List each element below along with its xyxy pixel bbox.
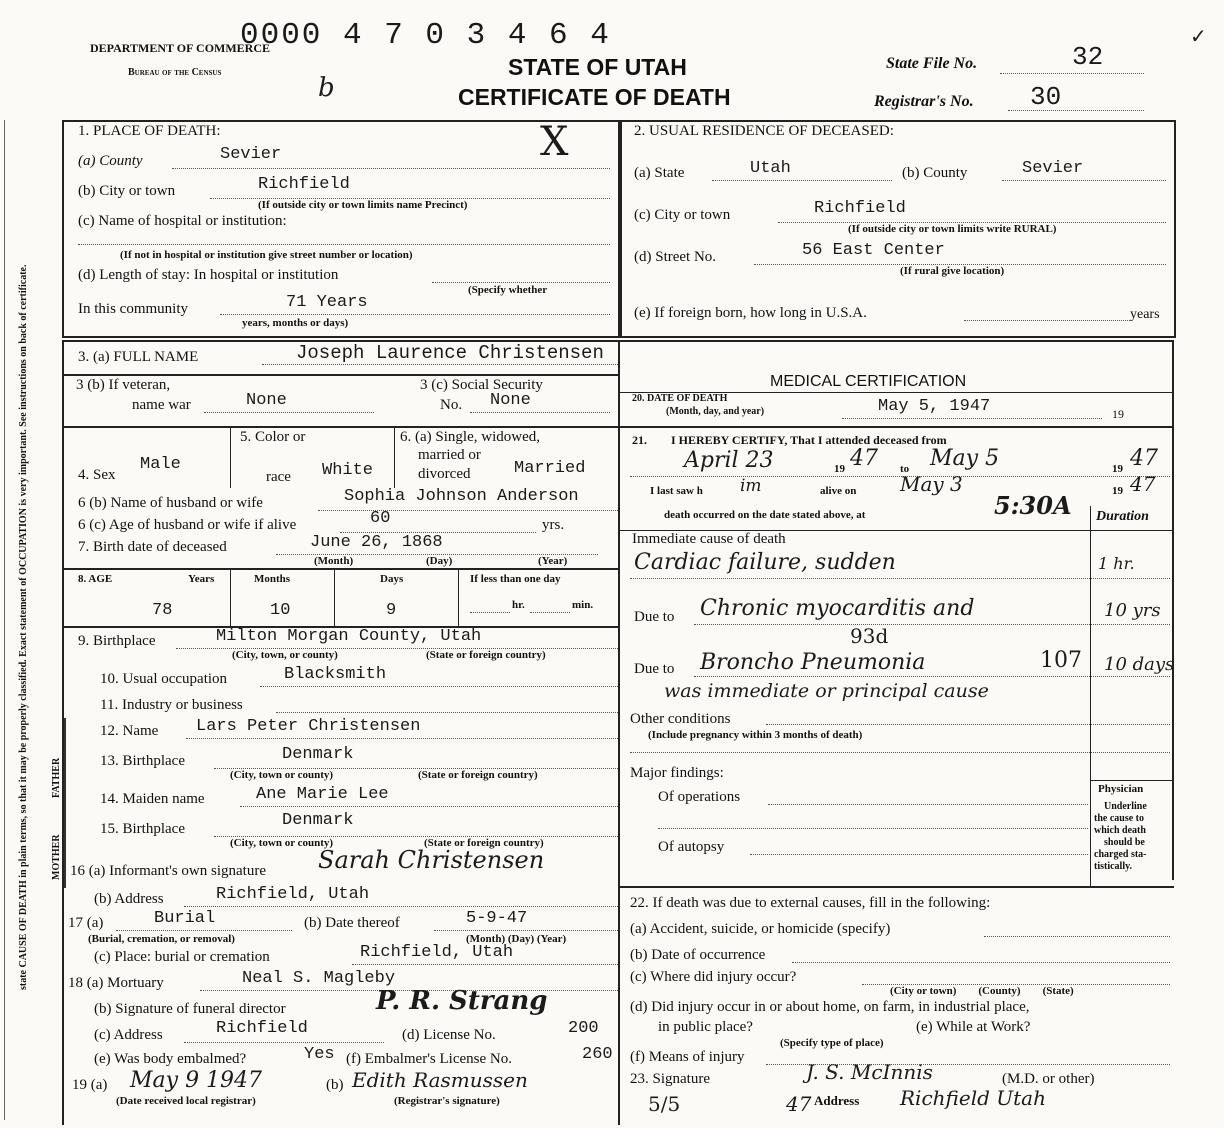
- father-name: Lars Peter Christensen: [196, 717, 421, 736]
- res-city-label: (c) City or town: [634, 207, 731, 223]
- last-saw-pronoun: im: [740, 476, 762, 496]
- external-d2: in public place?: [658, 1019, 753, 1035]
- other-conditions-label: Other conditions: [630, 711, 731, 727]
- md-label: (M.D. or other): [1002, 1071, 1095, 1087]
- margin-instructions: state CAUSE OF DEATH in plain terms, so that it may be properly classified. Exact statement of OCCUPATION is very important. See instructions on back of certificate.: [18, 264, 29, 990]
- attended-to: May 5: [930, 446, 1000, 471]
- place-heading: 1. PLACE OF DEATH:: [78, 123, 221, 139]
- funeral-director-signature: P. R. Strang: [376, 986, 548, 1016]
- signature-date: 5/5: [648, 1092, 681, 1116]
- mother-maiden-name: Ane Marie Lee: [256, 785, 389, 804]
- physician-note-4: should be: [1104, 837, 1145, 848]
- due-to-2-label: Due to: [634, 661, 675, 677]
- res-street: 56 East Center: [802, 241, 945, 260]
- medical-heading: MEDICAL CERTIFICATION: [770, 373, 967, 390]
- physician-note-1: Underline: [1104, 801, 1147, 812]
- from-year: 47: [850, 446, 878, 471]
- embalmed: Yes: [304, 1045, 335, 1064]
- ss-label: 3 (c) Social Security: [420, 377, 543, 393]
- day-note: (Day): [426, 555, 453, 567]
- marital-status: Married: [514, 459, 586, 478]
- burial-date: 5-9-47: [466, 909, 528, 928]
- registrar-number: 30: [1030, 82, 1062, 112]
- mother-bp-label: 15. Birthplace: [100, 821, 185, 837]
- burial-label: 17 (a): [68, 915, 104, 931]
- months-header: Months: [254, 573, 291, 585]
- license-number: 200: [568, 1019, 599, 1038]
- hospital-note: (If not in hospital or institution give street number or location): [120, 249, 413, 261]
- min-label: min.: [572, 599, 594, 611]
- community-label: In this community: [78, 301, 188, 317]
- due-to-2-duration: 10 days: [1104, 654, 1175, 675]
- burial-place: Richfield, Utah: [360, 943, 514, 962]
- specify-note: (Specify whether: [468, 284, 548, 296]
- father-bp-label: 13. Birthplace: [100, 753, 185, 769]
- death-year-blank: 19: [1112, 407, 1124, 421]
- registrar-sig-label: (b): [326, 1077, 344, 1093]
- birthplace: Milton Morgan County, Utah: [216, 627, 482, 646]
- father-bp-state-note: (State or foreign country): [418, 769, 538, 781]
- res-county-label: (b) County: [902, 165, 968, 181]
- res-state: Utah: [750, 159, 791, 178]
- mortuary: Neal S. Magleby: [242, 969, 396, 988]
- physician-note-3: which death: [1094, 825, 1146, 836]
- foreign-label: (e) If foreign born, how long in U.S.A.: [634, 305, 867, 321]
- due-to-2-code: 107: [1040, 648, 1082, 673]
- birth-date-label: 7. Birth date of deceased: [78, 539, 227, 555]
- spouse-name: Sophia Johnson Anderson: [344, 487, 579, 506]
- certify-text: 21. I HEREBY CERTIFY, That I attended deceased from: [632, 433, 947, 447]
- full-name: Joseph Laurence Christensen: [296, 342, 604, 364]
- death-date-note: (Month, day, and year): [666, 406, 765, 417]
- physician-note-6: tistically.: [1094, 861, 1133, 872]
- father-bp-city-note: (City, town or county): [230, 769, 334, 781]
- external-d-note: (Specify type of place): [780, 1037, 884, 1049]
- signature-label: 23. Signature: [630, 1071, 710, 1087]
- state-file-number: 32: [1072, 42, 1104, 72]
- external-e: (e) While at Work?: [916, 1019, 1031, 1035]
- father-birthplace: Denmark: [282, 745, 354, 764]
- external-c-note: (City or town) (County) (State): [890, 985, 1074, 997]
- director-address: Richfield: [216, 1019, 308, 1038]
- hr-label: hr.: [512, 599, 525, 611]
- mortuary-label: 18 (a) Mortuary: [68, 975, 164, 991]
- mother-bp-state-note: (State or foreign country): [424, 837, 544, 849]
- spouse-label: 6 (b) Name of husband or wife: [78, 495, 263, 511]
- sig-address-label: Address: [814, 1093, 860, 1108]
- physician-note-5: charged sta-: [1094, 849, 1147, 860]
- external-f: (f) Means of injury: [630, 1049, 745, 1065]
- res-county: Sevier: [1022, 159, 1084, 178]
- certificate-serial: 0000 4 7 0 3 4 6 4: [240, 18, 611, 53]
- marital-label-2: married or: [418, 447, 481, 463]
- place-city: Richfield: [258, 175, 350, 194]
- social-security: None: [490, 391, 531, 410]
- informant-signature: Sarah Christensen: [318, 846, 545, 874]
- director-address-label: (c) Address: [94, 1027, 163, 1043]
- to-19: 19: [1112, 463, 1123, 475]
- occupation: Blacksmith: [284, 665, 387, 684]
- department-label: DEPARTMENT OF COMMERCE: [90, 41, 271, 55]
- immediate-cause-label: Immediate cause of death: [632, 531, 786, 547]
- res-city: Richfield: [814, 199, 906, 218]
- embalmer-license: 260: [582, 1045, 613, 1064]
- external-c: (c) Where did injury occur?: [630, 969, 797, 985]
- less-than-day: If less than one day: [470, 573, 561, 585]
- x-mark: X: [540, 119, 569, 165]
- mother-bp-city-note: (City, town or county): [230, 837, 334, 849]
- physician-signature: J. S. McInnis: [806, 1060, 933, 1084]
- death-date: May 5, 1947: [878, 397, 991, 416]
- sex-label: 4. Sex: [78, 467, 116, 483]
- external-a: (a) Accident, suicide, or homicide (specify): [630, 921, 891, 937]
- state-title: STATE OF UTAH: [508, 54, 687, 80]
- veteran-war: None: [246, 391, 287, 410]
- month-note: (Month): [314, 555, 354, 567]
- community-note: years, months or days): [242, 317, 349, 329]
- marital-label-3: divorced: [418, 466, 471, 482]
- burial-place-label: (c) Place: burial or cremation: [94, 949, 270, 965]
- burial-type: Burial: [154, 909, 216, 928]
- autopsy-label: Of autopsy: [658, 839, 725, 855]
- other-conditions-note: (Include pregnancy within 3 months of death): [648, 729, 863, 741]
- sex: Male: [140, 455, 181, 474]
- certificate-title: CERTIFICATE OF DEATH: [458, 84, 731, 110]
- from-19: 19: [834, 463, 845, 475]
- mother-side-label: MOTHER: [51, 834, 62, 880]
- received-date: May 9 1947: [130, 1068, 263, 1093]
- full-name-label: 3. (a) FULL NAME: [78, 349, 199, 365]
- spouse-age: 60: [370, 509, 391, 528]
- major-findings-label: Major findings:: [630, 765, 724, 781]
- hospital-label: (c) Name of hospital or institution:: [78, 213, 287, 229]
- year-note: (Year): [538, 555, 568, 567]
- physician-note-0: Physician: [1098, 783, 1144, 795]
- check-mark: ✓: [1190, 24, 1207, 48]
- due-to-1: Chronic myocarditis and: [700, 596, 975, 621]
- due-to-1-code: 93d: [850, 624, 889, 648]
- external-heading: 22. If death was due to external causes, fill in the following:: [630, 895, 991, 911]
- received-label: 19 (a): [72, 1077, 108, 1093]
- to-label: to: [900, 463, 910, 475]
- embalmed-label: (e) Was body embalmed?: [94, 1051, 247, 1067]
- to-year: 47: [1130, 446, 1158, 471]
- yrs-label: yrs.: [542, 517, 565, 533]
- res-street-label: (d) Street No.: [634, 249, 717, 265]
- external-d: (d) Did injury occur in or about home, on farm, in industrial place,: [630, 999, 1030, 1015]
- county-label: (a) County: [78, 153, 143, 169]
- burial-date-label: (b) Date thereof: [304, 915, 400, 931]
- spouse-age-label: 6 (c) Age of husband or wife if alive: [78, 517, 297, 533]
- res-city-note: (If outside city or town limits write RURAL): [848, 223, 1057, 235]
- external-b: (b) Date of occurrence: [630, 947, 766, 963]
- alive-on-label: alive on: [820, 485, 857, 497]
- signature-year: 47: [786, 1092, 812, 1116]
- state-file-label: State File No.: [886, 55, 978, 72]
- father-side-label: FATHER: [51, 757, 62, 798]
- due-to-1-duration: 10 yrs: [1104, 600, 1161, 621]
- race-label: race: [266, 469, 291, 485]
- stay-label: (d) Length of stay: In hospital or institution: [78, 267, 339, 283]
- birth-date: June 26, 1868: [310, 533, 443, 552]
- burial-date-note: (Month) (Day) (Year): [466, 933, 567, 945]
- received-note: (Date received local registrar): [116, 1095, 256, 1107]
- license-label: (d) License No.: [402, 1027, 496, 1043]
- informant-address: Richfield, Utah: [216, 885, 370, 904]
- mother-name-label: 14. Maiden name: [100, 791, 205, 807]
- duration-header: Duration: [1096, 509, 1149, 524]
- physician-note-2: the cause to: [1094, 813, 1144, 824]
- res-state-label: (a) State: [634, 165, 685, 181]
- registrar-note: (Registrar's signature): [394, 1095, 500, 1107]
- mother-birthplace: Denmark: [282, 811, 354, 830]
- age-days: 9: [386, 601, 397, 620]
- city-label: (b) City or town: [78, 183, 176, 199]
- age-years: 78: [152, 601, 173, 620]
- alive-date: May 3: [900, 472, 963, 496]
- alive-19: 19: [1112, 485, 1123, 497]
- registrar-signature: Edith Rasmussen: [352, 1068, 528, 1092]
- res-street-note: (If rural give location): [900, 265, 1005, 277]
- ss-label-2: No.: [440, 397, 463, 413]
- attended-from: April 23: [684, 448, 774, 473]
- informant-address-label: (b) Address: [94, 891, 164, 907]
- days-header: Days: [380, 573, 404, 585]
- father-name-label: 12. Name: [100, 723, 159, 739]
- bp-city-note: (City, town, or county): [232, 649, 338, 661]
- age-months: 10: [270, 601, 291, 620]
- physician-address: Richfield Utah: [900, 1086, 1046, 1110]
- veteran-label-2: name war: [132, 397, 191, 413]
- immediate-cause: Cardiac failure, sudden: [634, 550, 896, 575]
- place-county: Sevier: [220, 145, 282, 164]
- bp-state-note: (State or foreign country): [426, 649, 546, 661]
- occupation-label: 10. Usual occupation: [100, 671, 228, 687]
- color-label: 5. Color or: [240, 429, 306, 445]
- alive-year: 47: [1130, 472, 1156, 496]
- race: White: [322, 461, 374, 480]
- place-city-note: (If outside city or town limits name Precinct): [258, 199, 468, 211]
- years-header: Years: [188, 573, 215, 585]
- operations-label: Of operations: [658, 789, 741, 805]
- embalmer-license-label: (f) Embalmer's License No.: [346, 1051, 512, 1067]
- last-saw-label: I last saw h: [650, 485, 703, 497]
- marital-label-1: 6. (a) Single, widowed,: [400, 429, 540, 445]
- margin-stamp: b: [318, 73, 335, 103]
- residence-heading: 2. USUAL RESIDENCE OF DECEASED:: [634, 123, 894, 139]
- due-to-2-note: was immediate or principal cause: [664, 680, 989, 702]
- informant-sig-label: 16 (a) Informant's own signature: [70, 863, 266, 879]
- age-label: 8. AGE: [78, 573, 113, 585]
- industry-label: 11. Industry or business: [100, 697, 243, 713]
- due-to-2: Broncho Pneumonia: [700, 650, 926, 675]
- veteran-label: 3 (b) If veteran,: [76, 377, 171, 393]
- registrar-number-label: Registrar's No.: [874, 93, 974, 110]
- community-length: 71 Years: [286, 293, 368, 312]
- occurred-label: death occurred on the date stated above, at: [664, 509, 866, 521]
- burial-type-note: (Burial, cremation, or removal): [88, 933, 235, 945]
- birthplace-label: 9. Birthplace: [78, 633, 156, 649]
- funeral-director-label: (b) Signature of funeral director: [94, 1001, 286, 1017]
- due-to-1-label: Due to: [634, 609, 675, 625]
- bureau-label: Bureau of the Census: [128, 67, 222, 78]
- immediate-duration: 1 hr.: [1098, 554, 1135, 573]
- death-time: 5:30A: [994, 491, 1072, 520]
- death-date-label: 20. DATE OF DEATH: [632, 393, 728, 404]
- foreign-years-label: years: [1130, 307, 1160, 322]
